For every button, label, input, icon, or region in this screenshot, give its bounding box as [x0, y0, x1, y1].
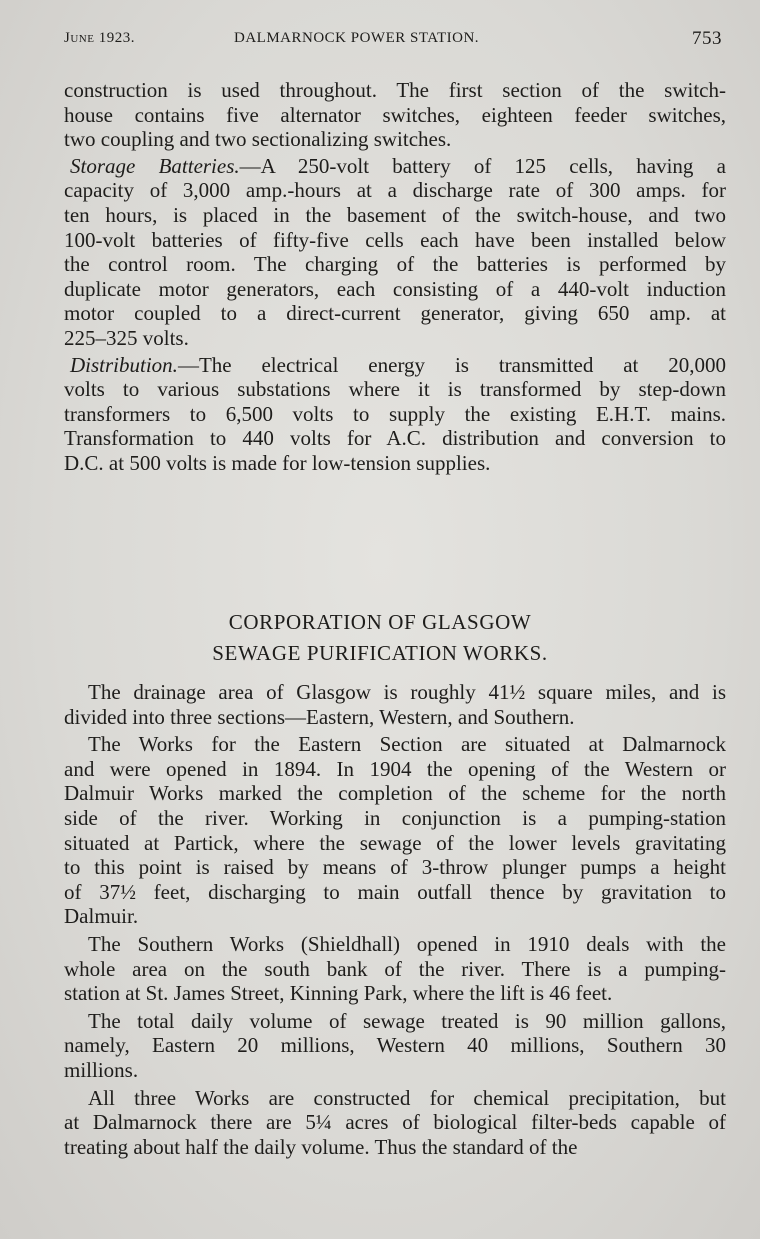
line-text: situated at Partick, where the sewage of the lower levels gravitating — [64, 830, 726, 855]
line-text: station at St. James Street, Kinning Park, where the lift is 46 feet. — [64, 981, 613, 1006]
line-text: volts to various substations where it is transformed by step-down — [64, 377, 726, 402]
section-heading-line1: CORPORATION OF GLASGOW — [228, 610, 532, 634]
text-line — [64, 806, 726, 831]
line-text: 100-volt batteries of fifty-five cells each have been installed below — [64, 227, 726, 252]
paragraph — [64, 353, 726, 476]
line-text: Transformation to 440 volts for A.C. distribution and conversion to — [64, 426, 726, 451]
line-text: namely, Eastern 20 millions, Western 40 millions, Southern 30 — [64, 1033, 726, 1058]
paragraph — [64, 732, 726, 929]
text-line — [64, 353, 726, 378]
line-text: millions. — [64, 1057, 139, 1082]
text-line — [64, 228, 726, 253]
text-line — [64, 301, 726, 326]
line-text: —A 250-volt battery of 125 cells, having a — [239, 153, 726, 178]
line-text: Dalmuir Works marked the completion of the scheme for the north — [64, 781, 726, 806]
text-line — [64, 377, 726, 402]
text-line — [64, 932, 726, 957]
text-line — [64, 154, 726, 179]
line-text: two coupling and two sectionalizing switches. — [64, 127, 452, 152]
line-text: The drainage area of Glasgow is roughly 41½ square miles, and is — [88, 680, 726, 704]
section-heading-line2: SEWAGE PURIFICATION WORKS. — [212, 641, 548, 665]
text-line — [64, 1135, 726, 1160]
line-text: capacity of 3,000 amp.-hours at a discharge rate of 300 amps. for — [64, 178, 726, 203]
line-text: construction is used throughout. The first section of the switch- — [64, 78, 726, 102]
section-power-station-text — [64, 78, 726, 476]
text-line — [64, 1110, 726, 1135]
line-text: the control room. The charging of the batteries is performed by — [64, 252, 726, 277]
paragraph — [64, 1086, 726, 1160]
line-text: at Dalmarnock there are 5¼ acres of biological filter-beds capable of — [64, 1110, 726, 1135]
text-line — [64, 451, 726, 476]
paragraph — [64, 78, 726, 152]
text-line — [64, 880, 726, 905]
text-line — [64, 1033, 726, 1058]
text-line — [64, 732, 726, 757]
text-line — [64, 757, 726, 782]
line-text: Dalmuir. — [64, 904, 139, 929]
text-line — [64, 78, 726, 103]
running-header-title: DALMARNOCK POWER STATION. — [234, 30, 480, 46]
text-line — [64, 326, 726, 351]
line-text: whole area on the south bank of the river. There is a pumping- — [64, 956, 726, 981]
text-line — [64, 103, 726, 128]
text-line — [64, 904, 726, 929]
page-number: 753 — [692, 28, 722, 49]
line-text: duplicate motor generators, each consisting of a 440-volt induction — [64, 276, 726, 301]
text-line — [64, 1009, 726, 1034]
line-text: 225–325 volts. — [64, 325, 189, 350]
paragraph — [64, 932, 726, 1006]
text-line — [64, 1058, 726, 1083]
line-text: —The electrical energy is transmitted at 20,000 — [177, 352, 726, 377]
line-text: The Southern Works (Shieldhall) opened in 1910 deals with the — [88, 931, 726, 956]
running-header-date: June 1923. — [64, 30, 135, 46]
text-line — [64, 781, 726, 806]
line-text: of 37½ feet, discharging to main outfall thence by gravitation to — [64, 879, 726, 904]
paragraph — [64, 154, 726, 351]
line-text: motor coupled to a direct-current generator, giving 650 amp. at — [64, 301, 726, 326]
line-text: The Works for the Eastern Section are situated at Dalmarnock — [88, 732, 726, 757]
line-text: treating about half the daily volume. Thus the standard of the — [64, 1134, 578, 1159]
text-line — [64, 680, 726, 705]
paragraph — [64, 680, 726, 729]
line-text: D.C. at 500 volts is made for low-tension supplies. — [64, 450, 491, 475]
text-line — [64, 855, 726, 880]
line-text: and were opened in 1894. In 1904 the opening of the Western or — [64, 756, 726, 781]
text-line — [64, 203, 726, 228]
text-line — [64, 957, 726, 982]
paragraph — [64, 1009, 726, 1083]
text-line — [64, 402, 726, 427]
run-in-heading: Distribution. — [70, 352, 178, 377]
line-text: All three Works are constructed for chemical precipitation, but — [88, 1085, 726, 1110]
text-line — [64, 127, 726, 152]
line-text: to this point is raised by means of 3-throw plunger pumps a height — [64, 855, 726, 880]
text-line — [64, 831, 726, 856]
line-text: side of the river. Working in conjunction is a pumping-station — [64, 805, 726, 830]
text-line — [64, 705, 726, 730]
line-text: house contains five alternator switches, eighteen feeder switches, — [64, 102, 726, 127]
text-line — [64, 426, 726, 451]
text-line — [64, 277, 726, 302]
run-in-heading: Storage Batteries. — [70, 153, 240, 178]
text-line — [64, 1086, 726, 1111]
text-line — [64, 178, 726, 203]
line-text: divided into three sections—Eastern, Western, and Southern. — [64, 704, 575, 729]
text-line — [64, 252, 726, 277]
line-text: ten hours, is placed in the basement of the switch-house, and two — [64, 202, 726, 227]
text-line — [64, 981, 726, 1006]
line-text: The total daily volume of sewage treated is 90 million gallons, — [88, 1008, 726, 1033]
line-text: transformers to 6,500 volts to supply the existing E.H.T. mains. — [64, 401, 726, 426]
section-sewage-works-text — [64, 680, 726, 1159]
